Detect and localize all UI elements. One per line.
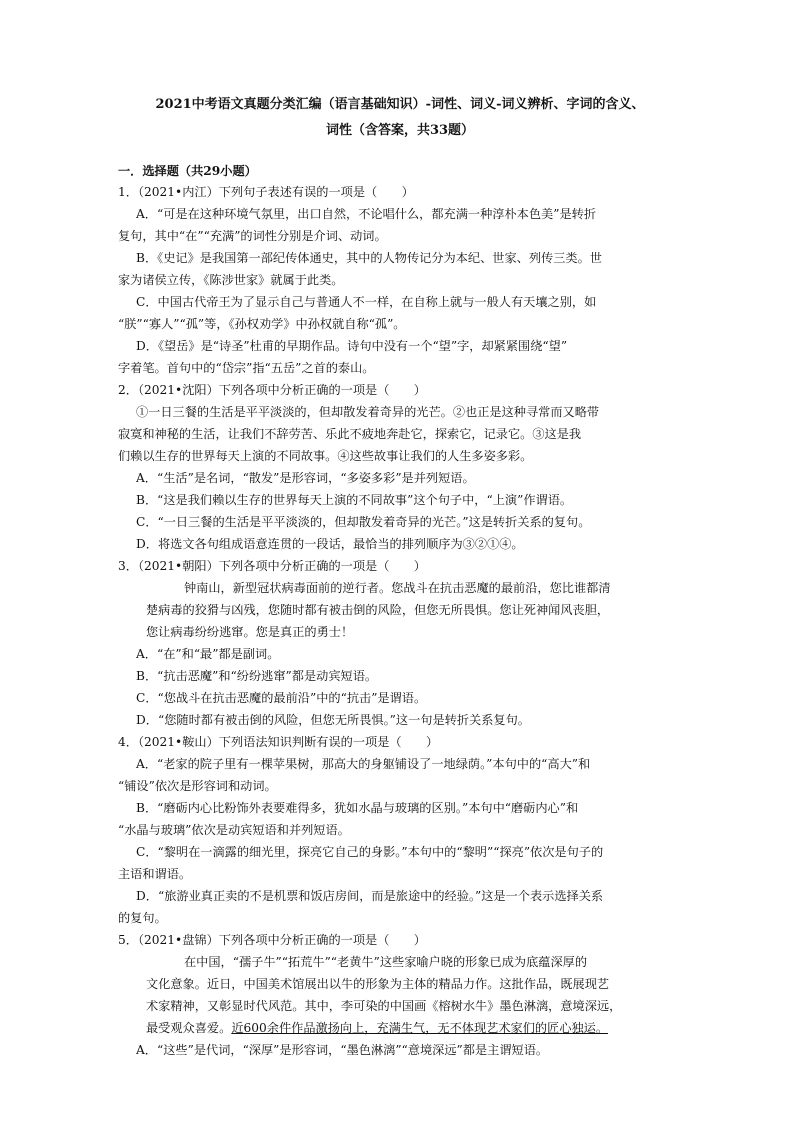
option-line: B．“磨砺内心比粉饰外表要难得多，犹如水晶与玻璃的区别。”本句中“磨砺内心”和 bbox=[136, 801, 579, 815]
document-title-line-2: 词性（含答案，共33题） bbox=[325, 123, 475, 138]
option-line: A．“老家的院子里有一棵苹果树，那高大的身躯铺设了一地绿荫。”本句中的“高大”和 bbox=[136, 757, 591, 771]
passage-line: ①一日三餐的生活是平平淡淡的，但却散发着奇异的光芒。②也正是这种寻常而又略带 bbox=[136, 405, 600, 419]
option-line: 家为诸侯立传，《陈涉世家》就属于此类。 bbox=[118, 273, 344, 287]
option-line: B．《史记》是我国第一部纪传体通史，其中的人物传记分为本纪、世家、列传三类。世 bbox=[136, 251, 602, 265]
question-2: 2．（2021•沈阳）下列各项中分析正确的一项是（ ） bbox=[118, 383, 426, 397]
question-3: 3．（2021•朝阳）下列各项中分析正确的一项是（ ） bbox=[118, 559, 426, 573]
option-line: 主语和谓语。 bbox=[118, 867, 192, 881]
option-line: D．“旅游业真正卖的不是机票和饭店房间，而是旅途中的经验。”这是一个表示选择关系 bbox=[136, 889, 604, 903]
document-title-line-1: 2021中考语文真题分类汇编（语言基础知识）-词性、词义-词义辨析、字词的含义、 bbox=[155, 97, 645, 112]
passage-line: 钟南山，新型冠状病毒面前的逆行者。您战斗在抗击恶魔的最前沿，您比谁都清 bbox=[184, 581, 611, 595]
passage-line bbox=[146, 1017, 706, 1039]
option-line: C．“一日三餐的生活是平平淡淡的，但却散发着奇异的光芒。”这是转折关系的复句。 bbox=[136, 515, 591, 529]
question-4: 4．（2021•鞍山）下列语法知识判断有误的一项是（ ） bbox=[118, 735, 439, 749]
option-line: B．“这是我们赖以生存的世界每天上演的不同故事”这个句子中，“上演”作谓语。 bbox=[136, 493, 573, 507]
option-line: 复句，其中“在”“充满”的词性分别是介词、动词。 bbox=[118, 229, 387, 243]
option-line: “水晶与玻璃”依次是动宾短语和并列短语。 bbox=[118, 823, 350, 837]
underlined-sentence: 近600余件作品激扬向上，充满生气，无不体现艺术家们的匠心独运。 bbox=[231, 1021, 609, 1035]
option-line: D．《望岳》是“诗圣”杜甫的早期作品。诗句中没有一个“望”字，却紧紧围绕“望” bbox=[136, 339, 568, 353]
option-line: B．“抗击恶魔”和“纷纷逃窜”都是动宾短语。 bbox=[136, 669, 378, 683]
option-line: C．中国古代帝王为了显示自己与普通人不一样，在自称上就与一般人有天壤之别，如 bbox=[136, 295, 597, 309]
option-line: 字着笔。首句中的“岱宗”指“五岳”之首的泰山。 bbox=[118, 361, 375, 375]
passage-line: 寂寞和神秘的生活，让我们不辞劳苦、乐此不疲地奔赴它，探索它，记录它。③这是我 bbox=[118, 427, 582, 441]
passage-text: 最受观众喜爱。 bbox=[146, 1021, 232, 1035]
option-line: D．将选文各句组成语意连贯的一段话，最恰当的排列顺序为③②①④。 bbox=[136, 537, 524, 551]
passage-line: 楚病毒的狡猾与凶残，您随时都有被击倒的风险，但您无所畏惧。您让死神闻风丧胆， bbox=[146, 603, 610, 617]
passage-line: 们赖以生存的世界每天上演的不同故事。④这些故事让我们的人生多姿多彩。 bbox=[118, 449, 533, 463]
option-line: D．“您随时都有被击倒的风险，但您无所畏惧。”这一句是转折关系复句。 bbox=[136, 713, 530, 727]
question-5: 5．（2021•盘锦）下列各项中分析正确的一项是（ ） bbox=[118, 933, 426, 947]
option-line: C．“黎明在一滴露的细光里，探亮它自己的身影。”本句中的“黎明”“探亮”依次是句子的 bbox=[136, 845, 604, 859]
passage-line: 术家精神，又彰显时代风范。其中，李可染的中国画《榕树水牛》墨色淋漓，意境深远， bbox=[146, 999, 622, 1013]
option-line: “铺设”依次是形容词和动词。 bbox=[118, 779, 277, 793]
passage-line: 文化意象。近日，中国美术馆展出以牛的形象为主体的精品力作。这批作品，既展现艺 bbox=[146, 977, 610, 991]
section-heading: 一．选择题（共29小题） bbox=[118, 164, 257, 178]
option-line: C．“您战斗在抗击恶魔的最前沿”中的“抗击”是谓语。 bbox=[136, 691, 427, 705]
option-line: “朕”“寡人”“孤”等，《孙权劝学》中孙权就自称“孤”。 bbox=[118, 317, 406, 331]
option-line: A．“生活”是名词，“散发”是形容词，“多姿多彩”是并列短语。 bbox=[136, 471, 475, 485]
question-1: 1．（2021•内江）下列句子表述有误的一项是（ ） bbox=[118, 185, 414, 199]
option-line: A．“在”和“最”都是副词。 bbox=[136, 647, 280, 661]
passage-line: 在中国，“孺子牛”“拓荒牛”“老黄牛”这些家喻户晓的形象已成为底蕴深厚的 bbox=[184, 955, 588, 969]
option-line: A．“这些”是代词，“深厚”是形容词，“墨色淋漓”“意境深远”都是主谓短语。 bbox=[136, 1043, 549, 1057]
option-line: 的复句。 bbox=[118, 911, 167, 925]
passage-line: 您让病毒纷纷逃窜。您是真正的勇士！ bbox=[146, 625, 354, 639]
option-line: A．“可是在这种环境气氛里，出口自然，不论唱什么，都充满一种淳朴本色美”是转折 bbox=[136, 207, 597, 221]
